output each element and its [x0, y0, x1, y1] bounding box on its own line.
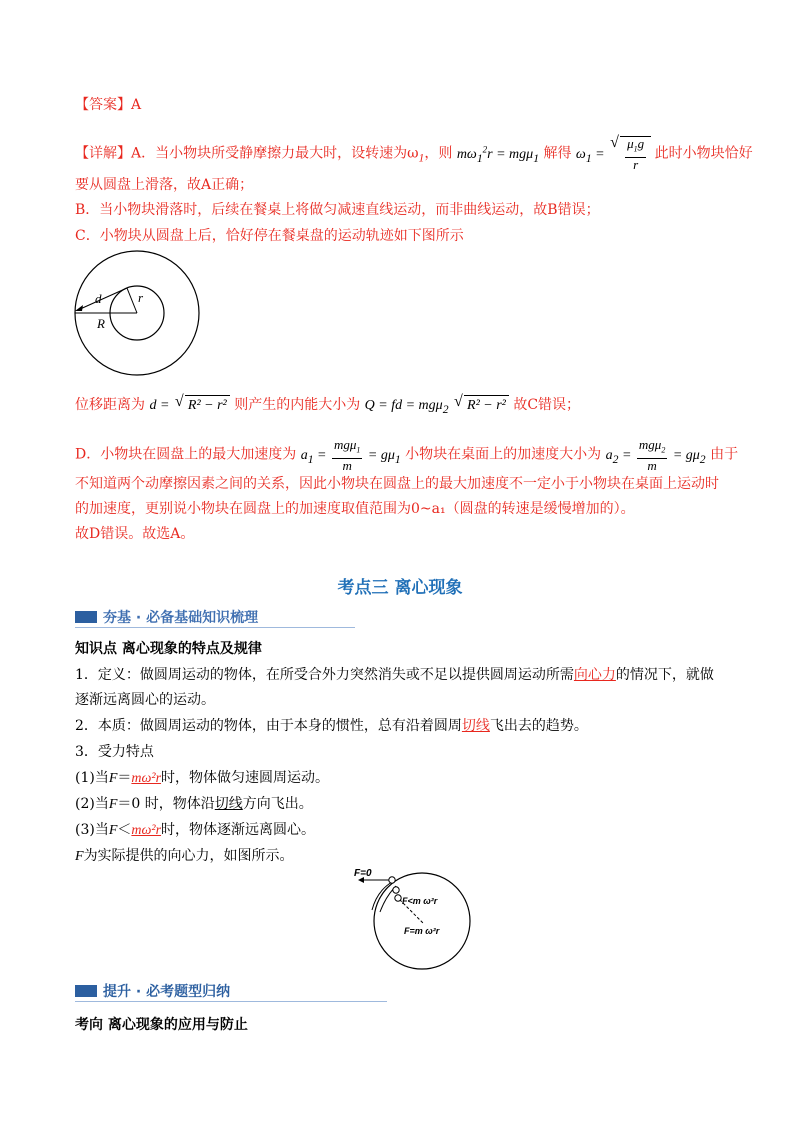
section-title: 考点三 离心现象	[337, 578, 463, 598]
label-f0: F=0	[354, 868, 372, 879]
direction-heading: 考向 离心现象的应用与防止	[75, 1017, 248, 1033]
displacement-line: 位移距离为 d = √ R² − r² 则产生的内能大小为 Q = fd = mgμ$_2$ √ R² − r² 故C错误；	[75, 395, 580, 420]
detail-c-line: C．小物块从圆盘上后，恰好停在餐桌盘的运动轨迹如下图所示	[75, 228, 464, 244]
force-case-3: (3)当F＜mω²r时，物体逐渐远离圆心。	[75, 822, 316, 838]
detail-d-line3: 的加速度，更别说小物块在圆盘上的加速度取值范围为0~a₁（圆盘的转速是缓慢增加的）。	[75, 501, 635, 517]
disk-trajectory-diagram	[72, 248, 202, 378]
definition-line1: 1．定义：做圆周运动的物体，在所受合外力突然消失或不足以提供圆周运动所需向心力的情况下，就做	[75, 667, 714, 683]
force-case-1: (1)当F＝mω²r时，物体做匀速圆周运动。	[75, 770, 330, 786]
answer-value: A	[131, 97, 142, 113]
equation-omega-solution: $\omega_1$ = √ $\frac{\mu_1g}{r}$	[576, 147, 655, 162]
label-d: d	[95, 291, 102, 306]
banner-advance	[75, 980, 387, 1002]
detail-label: 【详解】	[75, 145, 131, 162]
key-tangent: 切线	[461, 718, 490, 734]
equation-omega: $m\omega_1^2r = mg\mu_1$	[456, 143, 540, 165]
force-case-2: (2)当F＝0 时，物体沿切线方向飞出。	[75, 796, 313, 812]
detail-d-line4: 故D错误。故选A。	[75, 526, 195, 542]
knowledge-heading: 知识点 离心现象的特点及规律	[75, 641, 262, 657]
banner-basics	[75, 606, 355, 628]
definition-line2: 逐渐远离圆心的运动。	[75, 692, 215, 708]
detail-a-line2: 要从圆盘上滑落，故A正确；	[75, 177, 254, 193]
label-R: R	[97, 316, 105, 331]
banner-bar	[75, 611, 97, 623]
detail-d-line1: D．小物块在圆盘上的最大加速度为 $a_1$ = $\frac{mg\mu_1}{m}$ = $g\mu_1$ 小物块在桌面上的加速度大小为 $a_2$ = $\frac{mg\mu_2}{m}$ = $g\mu_2$ 由于	[75, 437, 739, 473]
label-f-eq: F=m ω²r	[404, 926, 440, 936]
force-note: F为实际提供的向心力，如图所示。	[75, 848, 294, 864]
key-centripetal-force: 向心力	[573, 667, 616, 683]
banner-basics-text: 夯基 · 必备基础知识梳理	[103, 610, 259, 626]
essence-line: 2．本质：做圆周运动的物体，由于本身的惯性，总有沿着圆周切线飞出去的趋势。	[75, 718, 588, 734]
centrifugal-diagram	[352, 866, 472, 972]
answer-label: 【答案】	[75, 97, 131, 113]
banner-advance-text: 提升 · 必考题型归纳	[103, 984, 231, 1000]
detail-d-line2: 不知道两个动摩擦因素之间的关系，因此小物块在圆盘上的最大加速度不一定小于小物块在桌面上运动时	[75, 476, 719, 492]
force-heading: 3．受力特点	[75, 744, 154, 760]
answer-line	[75, 95, 141, 115]
banner-bar	[75, 985, 97, 997]
label-r: r	[138, 290, 144, 305]
detail-a-line1: 【详解】A．当小物块所受静摩擦力最大时，设转速为$\omega_1$，则 $m\omega_1^2r = mg\mu_1$ 解得 $\omega_1$ = √ $\frac{\mu_1g}{r}$ 此时小物块恰好	[75, 136, 753, 172]
label-f-lt: F<m ω²r	[402, 896, 438, 906]
detail-b-line: B．当小物块滑落时，后续在餐桌上将做匀减速直线运动，而非曲线运动，故B错误；	[75, 202, 600, 218]
